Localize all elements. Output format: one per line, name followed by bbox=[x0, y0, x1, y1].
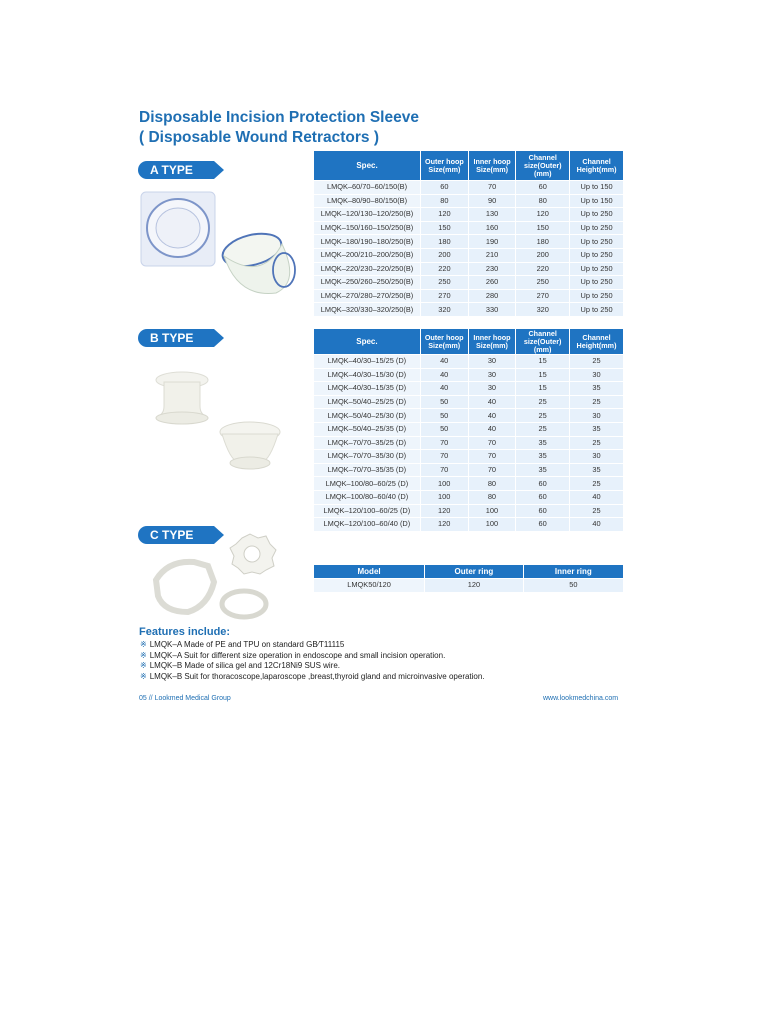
value-cell: 35 bbox=[516, 463, 570, 477]
value-cell: 210 bbox=[468, 248, 516, 262]
value-cell: 320 bbox=[421, 303, 469, 317]
spec-cell: LMQK–120/100–60/25 (D) bbox=[314, 504, 421, 518]
value-cell: 35 bbox=[570, 422, 624, 436]
reference-mark-icon: ※ bbox=[140, 640, 147, 649]
value-cell: 40 bbox=[420, 355, 468, 369]
value-cell: 200 bbox=[421, 248, 469, 262]
value-cell: 25 bbox=[570, 436, 624, 450]
col-channel-height: Channel Height(mm) bbox=[570, 151, 624, 181]
spec-cell: LMQK–60/70–60/150(B) bbox=[314, 181, 421, 195]
value-cell: 70 bbox=[420, 463, 468, 477]
value-cell: 70 bbox=[468, 436, 516, 450]
a-type-spec-table bbox=[313, 150, 624, 317]
value-cell: 270 bbox=[516, 289, 570, 303]
value-cell: 25 bbox=[516, 409, 570, 423]
value-cell: 250 bbox=[421, 276, 469, 290]
value-cell: 60 bbox=[516, 490, 570, 504]
value-cell: 25 bbox=[570, 504, 624, 518]
value-cell: 320 bbox=[516, 303, 570, 317]
table-row bbox=[314, 436, 624, 450]
value-cell: Up to 250 bbox=[570, 221, 624, 235]
spec-cell: LMQK–50/40–25/30 (D) bbox=[314, 409, 421, 423]
col-channel-size: Channel size(Outer) (mm) bbox=[516, 329, 570, 355]
spec-cell: LMQK–40/30–15/25 (D) bbox=[314, 355, 421, 369]
spec-cell: LMQK–200/210–200/250(B) bbox=[314, 248, 421, 262]
c-type-product-image bbox=[148, 532, 294, 628]
value-cell: 70 bbox=[420, 450, 468, 464]
feature-item bbox=[140, 672, 485, 683]
spec-cell: LMQK–40/30–15/35 (D) bbox=[314, 382, 421, 396]
b-type-table-body bbox=[314, 355, 624, 532]
spec-cell: LMQK–320/330–320/250(B) bbox=[314, 303, 421, 317]
value-cell: 250 bbox=[516, 276, 570, 290]
value-cell: 60 bbox=[516, 477, 570, 491]
value-cell: 330 bbox=[468, 303, 516, 317]
table-row bbox=[314, 221, 624, 235]
spec-cell: LMQK–70/70–35/30 (D) bbox=[314, 450, 421, 464]
value-cell: 30 bbox=[570, 409, 624, 423]
feature-text: LMQK–B Suit for thoracoscope,laparoscope ,breast,thyroid gland and microinvasive operation. bbox=[149, 671, 485, 681]
value-cell: Up to 250 bbox=[570, 262, 624, 276]
table-row bbox=[314, 194, 624, 208]
col-channel-size: Channel size(Outer) (mm) bbox=[516, 151, 570, 181]
feature-item bbox=[140, 651, 485, 662]
table-row bbox=[314, 518, 624, 532]
col-outer-hoop: Outer hoop Size(mm) bbox=[421, 151, 469, 181]
title-line-1: Disposable Incision Protection Sleeve bbox=[139, 109, 419, 126]
value-cell: 15 bbox=[516, 355, 570, 369]
value-cell: 35 bbox=[516, 450, 570, 464]
value-cell: 25 bbox=[516, 422, 570, 436]
value-cell: 120 bbox=[421, 208, 469, 222]
value-cell: 230 bbox=[468, 262, 516, 276]
c-type-badge: C TYPE bbox=[138, 526, 214, 544]
value-cell: 90 bbox=[468, 194, 516, 208]
table-row bbox=[314, 276, 624, 290]
value-cell: 270 bbox=[421, 289, 469, 303]
col-inner-ring: Inner ring bbox=[523, 565, 623, 579]
value-cell: 150 bbox=[516, 221, 570, 235]
value-cell: 100 bbox=[420, 477, 468, 491]
value-cell: 160 bbox=[468, 221, 516, 235]
table-row bbox=[314, 395, 624, 409]
value-cell: 70 bbox=[468, 463, 516, 477]
col-spec: Spec. bbox=[314, 329, 421, 355]
value-cell: 25 bbox=[516, 395, 570, 409]
table-row bbox=[314, 355, 624, 369]
features-list bbox=[140, 640, 485, 682]
value-cell: Up to 250 bbox=[570, 248, 624, 262]
value-cell: 100 bbox=[420, 490, 468, 504]
value-cell: 50 bbox=[420, 409, 468, 423]
value-cell: 30 bbox=[468, 382, 516, 396]
value-cell: 150 bbox=[421, 221, 469, 235]
spec-cell: LMQK–100/80–60/25 (D) bbox=[314, 477, 421, 491]
value-cell: 15 bbox=[516, 382, 570, 396]
value-cell: 30 bbox=[570, 450, 624, 464]
value-cell: Up to 250 bbox=[570, 289, 624, 303]
value-cell: 30 bbox=[570, 368, 624, 382]
value-cell: 15 bbox=[516, 368, 570, 382]
b-ring-1-base bbox=[156, 412, 208, 424]
value-cell: 60 bbox=[421, 181, 469, 195]
spec-cell: LMQK–100/80–60/40 (D) bbox=[314, 490, 421, 504]
value-cell: 40 bbox=[468, 422, 516, 436]
value-cell: 40 bbox=[468, 395, 516, 409]
b-type-badge: B TYPE bbox=[138, 329, 214, 347]
value-cell: 100 bbox=[468, 504, 516, 518]
value-cell: 70 bbox=[468, 450, 516, 464]
table-row bbox=[314, 262, 624, 276]
spec-cell: LMQK–80/90–80/150(B) bbox=[314, 194, 421, 208]
value-cell: 200 bbox=[516, 248, 570, 262]
b-type-product-image bbox=[150, 370, 290, 480]
table-row bbox=[314, 477, 624, 491]
value-cell: Up to 250 bbox=[570, 208, 624, 222]
col-inner-hoop: Inner hoop Size(mm) bbox=[468, 151, 516, 181]
table-row bbox=[314, 490, 624, 504]
inner-hoop bbox=[156, 208, 200, 248]
value-cell: 120 bbox=[425, 579, 524, 593]
table-row bbox=[314, 289, 624, 303]
value-cell: 40 bbox=[468, 409, 516, 423]
table-row bbox=[314, 579, 624, 593]
footer-website-link[interactable]: www.lookmedchina.com bbox=[543, 695, 619, 702]
value-cell: 70 bbox=[420, 436, 468, 450]
spec-cell: LMQK–150/160–150/250(B) bbox=[314, 221, 421, 235]
value-cell: 260 bbox=[468, 276, 516, 290]
value-cell: Up to 250 bbox=[570, 303, 624, 317]
table-row bbox=[314, 235, 624, 249]
title-line-2: ( Disposable Wound Retractors ) bbox=[139, 129, 379, 146]
b-ring-2-base bbox=[230, 457, 270, 469]
value-cell: 80 bbox=[516, 194, 570, 208]
value-cell: 80 bbox=[468, 477, 516, 491]
c-star-ring-hole bbox=[244, 546, 260, 562]
value-cell: 120 bbox=[420, 518, 468, 532]
feature-text: LMQK–A Made of PE and TPU on standard GB∕T11115 bbox=[149, 640, 345, 649]
spec-cell: LMQK–250/260–250/250(B) bbox=[314, 276, 421, 290]
table-row bbox=[314, 208, 624, 222]
a-type-table-body bbox=[314, 181, 624, 317]
table-row bbox=[314, 181, 624, 195]
value-cell: 25 bbox=[570, 395, 624, 409]
spec-cell: LMQK50/120 bbox=[314, 579, 425, 593]
value-cell: 35 bbox=[570, 382, 624, 396]
spec-cell: LMQK–270/280–270/250(B) bbox=[314, 289, 421, 303]
col-model: Model bbox=[314, 565, 425, 579]
c-type-spec-table bbox=[313, 564, 624, 593]
col-outer-ring: Outer ring bbox=[425, 565, 524, 579]
spec-cell: LMQK–220/230–220/250(B) bbox=[314, 262, 421, 276]
value-cell: 40 bbox=[570, 518, 624, 532]
col-channel-height: Channel Height(mm) bbox=[570, 329, 624, 355]
value-cell: 80 bbox=[468, 490, 516, 504]
value-cell: 40 bbox=[420, 382, 468, 396]
spec-cell: LMQK–180/190–180/250(B) bbox=[314, 235, 421, 249]
col-spec: Spec. bbox=[314, 151, 421, 181]
table-row bbox=[314, 422, 624, 436]
value-cell: 40 bbox=[570, 490, 624, 504]
spec-cell: LMQK–120/100–60/40 (D) bbox=[314, 518, 421, 532]
value-cell: Up to 250 bbox=[570, 235, 624, 249]
a-type-product-image bbox=[138, 186, 310, 310]
value-cell: 120 bbox=[516, 208, 570, 222]
footer-page-label: 05 // Lookmed Medical Group bbox=[139, 695, 231, 702]
value-cell: 60 bbox=[516, 504, 570, 518]
value-cell: 35 bbox=[570, 463, 624, 477]
spec-cell: LMQK–40/30–15/30 (D) bbox=[314, 368, 421, 382]
value-cell: 180 bbox=[516, 235, 570, 249]
reference-mark-icon: ※ bbox=[140, 671, 147, 681]
value-cell: 50 bbox=[420, 395, 468, 409]
value-cell: 25 bbox=[570, 355, 624, 369]
value-cell: 190 bbox=[468, 235, 516, 249]
table-row bbox=[314, 248, 624, 262]
value-cell: 35 bbox=[516, 436, 570, 450]
value-cell: Up to 150 bbox=[570, 181, 624, 195]
value-cell: 180 bbox=[421, 235, 469, 249]
col-outer-hoop: Outer hoop Size(mm) bbox=[420, 329, 468, 355]
table-row bbox=[314, 382, 624, 396]
col-inner-hoop: Inner hoop Size(mm) bbox=[468, 329, 516, 355]
value-cell: 30 bbox=[468, 368, 516, 382]
reference-mark-icon: ※ bbox=[140, 661, 147, 670]
a-type-badge: A TYPE bbox=[138, 161, 214, 179]
spec-cell: LMQK–70/70–35/25 (D) bbox=[314, 436, 421, 450]
feature-text: LMQK–B Made of silica gel and 12Cr18Ni9 SUS wire. bbox=[149, 661, 341, 670]
c-outer-frame bbox=[156, 562, 214, 612]
spec-cell: LMQK–70/70–35/35 (D) bbox=[314, 463, 421, 477]
value-cell: 130 bbox=[468, 208, 516, 222]
table-row bbox=[314, 409, 624, 423]
value-cell: 60 bbox=[516, 181, 570, 195]
spec-cell: LMQK–50/40–25/25 (D) bbox=[314, 395, 421, 409]
value-cell: 60 bbox=[516, 518, 570, 532]
value-cell: 220 bbox=[421, 262, 469, 276]
table-row bbox=[314, 504, 624, 518]
feature-text: LMQK–A Suit for different size operation in endoscope and small incision operation. bbox=[149, 650, 446, 660]
value-cell: 70 bbox=[468, 181, 516, 195]
reference-mark-icon: ※ bbox=[140, 650, 147, 660]
value-cell: Up to 250 bbox=[570, 276, 624, 290]
table-row bbox=[314, 450, 624, 464]
feature-item bbox=[140, 640, 485, 651]
value-cell: 30 bbox=[468, 355, 516, 369]
value-cell: 40 bbox=[420, 368, 468, 382]
value-cell: 120 bbox=[420, 504, 468, 518]
c-inner-ring bbox=[222, 591, 266, 617]
features-title: Features include: bbox=[139, 626, 231, 638]
spec-cell: LMQK–120/130–120/250(B) bbox=[314, 208, 421, 222]
value-cell: 220 bbox=[516, 262, 570, 276]
page-title bbox=[139, 108, 419, 148]
b-type-spec-table bbox=[313, 328, 624, 532]
value-cell: 50 bbox=[420, 422, 468, 436]
feature-item bbox=[140, 661, 485, 672]
c-type-table-body bbox=[314, 579, 624, 593]
value-cell: 50 bbox=[523, 579, 623, 593]
table-row bbox=[314, 303, 624, 317]
value-cell: 25 bbox=[570, 477, 624, 491]
spec-cell: LMQK–50/40–25/35 (D) bbox=[314, 422, 421, 436]
value-cell: 100 bbox=[468, 518, 516, 532]
table-row bbox=[314, 368, 624, 382]
table-row bbox=[314, 463, 624, 477]
value-cell: Up to 150 bbox=[570, 194, 624, 208]
value-cell: 280 bbox=[468, 289, 516, 303]
value-cell: 80 bbox=[421, 194, 469, 208]
